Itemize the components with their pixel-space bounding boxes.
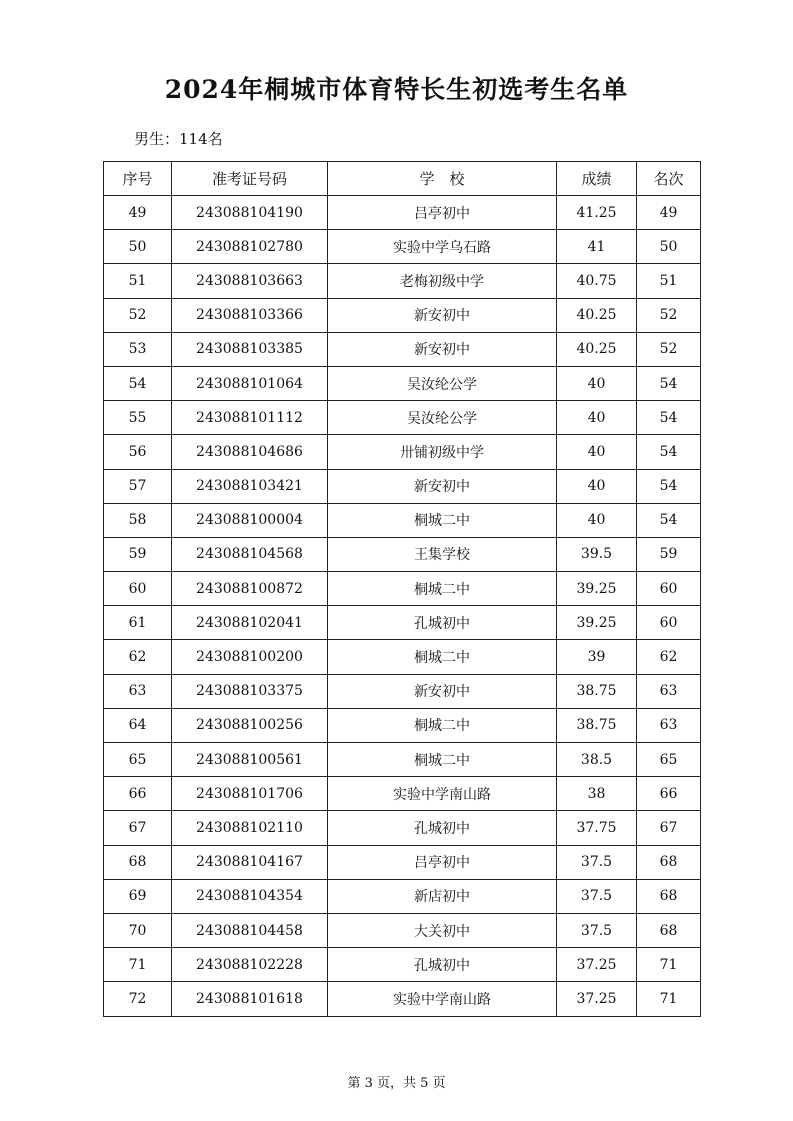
- table-row: [104, 777, 701, 811]
- cell-exam-number: 243088104568: [172, 537, 328, 571]
- cell-serial: 52: [104, 298, 172, 332]
- cell-school: 桐城二中: [328, 503, 557, 537]
- table-row: [104, 366, 701, 400]
- cell-serial: 65: [104, 743, 172, 777]
- cell-school: 新安初中: [328, 332, 557, 366]
- table-row: [104, 640, 701, 674]
- cell-school: 吴汝纶公学: [328, 401, 557, 435]
- cell-exam-number: 243088102041: [172, 606, 328, 640]
- cell-rank: 54: [637, 435, 701, 469]
- cell-rank: 52: [637, 298, 701, 332]
- table-row: [104, 298, 701, 332]
- cell-serial: 51: [104, 264, 172, 298]
- cell-school: 桐城二中: [328, 572, 557, 606]
- cell-school: 吕亭初中: [328, 196, 557, 230]
- table-row: [104, 230, 701, 264]
- table-row: [104, 913, 701, 947]
- cell-serial: 49: [104, 196, 172, 230]
- cell-score: 37.25: [557, 982, 637, 1016]
- cell-school: 老梅初级中学: [328, 264, 557, 298]
- cell-exam-number: 243088103375: [172, 674, 328, 708]
- cell-exam-number: 243088101618: [172, 982, 328, 1016]
- cell-exam-number: 243088100872: [172, 572, 328, 606]
- cell-serial: 57: [104, 469, 172, 503]
- page-title: 2024年桐城市体育特长生初选考生名单: [164, 75, 629, 104]
- header-score: 成绩: [557, 162, 637, 196]
- cell-exam-number: 243088103421: [172, 469, 328, 503]
- cell-score: 40.25: [557, 298, 637, 332]
- cell-score: 37.5: [557, 845, 637, 879]
- cell-exam-number: 243088104458: [172, 913, 328, 947]
- table-row: [104, 572, 701, 606]
- cell-serial: 68: [104, 845, 172, 879]
- cell-serial: 61: [104, 606, 172, 640]
- cell-score: 40.75: [557, 264, 637, 298]
- cell-serial: 58: [104, 503, 172, 537]
- male-count-label: 男生：114名: [134, 130, 223, 148]
- table-row: [104, 674, 701, 708]
- cell-exam-number: 243088103366: [172, 298, 328, 332]
- cell-rank: 60: [637, 572, 701, 606]
- cell-exam-number: 243088100561: [172, 743, 328, 777]
- cell-exam-number: 243088101706: [172, 777, 328, 811]
- cell-school: 新安初中: [328, 469, 557, 503]
- header-exam-number: 准考证号码: [172, 162, 328, 196]
- cell-school: 卅铺初级中学: [328, 435, 557, 469]
- cell-school: 孔城初中: [328, 948, 557, 982]
- cell-school: 实验中学乌石路: [328, 230, 557, 264]
- cell-serial: 62: [104, 640, 172, 674]
- cell-rank: 63: [637, 674, 701, 708]
- table-row: [104, 743, 701, 777]
- cell-exam-number: 243088104354: [172, 879, 328, 913]
- cell-serial: 54: [104, 366, 172, 400]
- cell-rank: 54: [637, 503, 701, 537]
- cell-serial: 60: [104, 572, 172, 606]
- table-row: [104, 264, 701, 298]
- cell-score: 39: [557, 640, 637, 674]
- table-row: [104, 879, 701, 913]
- cell-rank: 51: [637, 264, 701, 298]
- table-row: [104, 469, 701, 503]
- cell-rank: 49: [637, 196, 701, 230]
- cell-score: 40: [557, 503, 637, 537]
- table-body: [104, 196, 701, 1017]
- cell-rank: 68: [637, 879, 701, 913]
- cell-serial: 69: [104, 879, 172, 913]
- cell-exam-number: 243088100200: [172, 640, 328, 674]
- cell-exam-number: 243088101112: [172, 401, 328, 435]
- cell-score: 37.75: [557, 811, 637, 845]
- candidate-table: [103, 161, 701, 1017]
- cell-school: 吴汝纶公学: [328, 366, 557, 400]
- table-row: [104, 401, 701, 435]
- cell-score: 38: [557, 777, 637, 811]
- cell-serial: 56: [104, 435, 172, 469]
- header-serial: 序号: [104, 162, 172, 196]
- table-row: [104, 537, 701, 571]
- cell-school: 桐城二中: [328, 708, 557, 742]
- table-row: [104, 948, 701, 982]
- cell-score: 38.75: [557, 708, 637, 742]
- table-row: [104, 845, 701, 879]
- cell-exam-number: 243088100256: [172, 708, 328, 742]
- cell-rank: 65: [637, 743, 701, 777]
- cell-score: 40: [557, 401, 637, 435]
- cell-serial: 53: [104, 332, 172, 366]
- cell-serial: 59: [104, 537, 172, 571]
- cell-score: 37.5: [557, 879, 637, 913]
- cell-rank: 54: [637, 366, 701, 400]
- cell-score: 40: [557, 366, 637, 400]
- cell-school: 实验中学南山路: [328, 982, 557, 1016]
- cell-serial: 66: [104, 777, 172, 811]
- cell-serial: 72: [104, 982, 172, 1016]
- cell-school: 新安初中: [328, 298, 557, 332]
- cell-school: 吕亭初中: [328, 845, 557, 879]
- cell-score: 37.5: [557, 913, 637, 947]
- cell-school: 新安初中: [328, 674, 557, 708]
- cell-score: 39.25: [557, 606, 637, 640]
- cell-score: 41: [557, 230, 637, 264]
- cell-rank: 71: [637, 948, 701, 982]
- cell-score: 40: [557, 435, 637, 469]
- cell-exam-number: 243088104686: [172, 435, 328, 469]
- cell-score: 40: [557, 469, 637, 503]
- cell-school: 新店初中: [328, 879, 557, 913]
- cell-score: 38.75: [557, 674, 637, 708]
- cell-serial: 64: [104, 708, 172, 742]
- table-row: [104, 811, 701, 845]
- table-row: [104, 332, 701, 366]
- cell-school: 孔城初中: [328, 811, 557, 845]
- cell-rank: 68: [637, 913, 701, 947]
- cell-exam-number: 243088104167: [172, 845, 328, 879]
- table-row: [104, 196, 701, 230]
- cell-score: 38.5: [557, 743, 637, 777]
- cell-serial: 55: [104, 401, 172, 435]
- table-row: [104, 606, 701, 640]
- table-row: [104, 982, 701, 1016]
- cell-rank: 68: [637, 845, 701, 879]
- cell-rank: 67: [637, 811, 701, 845]
- cell-serial: 50: [104, 230, 172, 264]
- header-school: 学 校: [328, 162, 557, 196]
- cell-exam-number: 243088104190: [172, 196, 328, 230]
- cell-rank: 60: [637, 606, 701, 640]
- cell-serial: 63: [104, 674, 172, 708]
- cell-school: 桐城二中: [328, 640, 557, 674]
- cell-serial: 70: [104, 913, 172, 947]
- table-row: [104, 435, 701, 469]
- cell-school: 孔城初中: [328, 606, 557, 640]
- cell-score: 41.25: [557, 196, 637, 230]
- table-row: [104, 503, 701, 537]
- table-row: [104, 708, 701, 742]
- cell-rank: 63: [637, 708, 701, 742]
- cell-rank: 50: [637, 230, 701, 264]
- cell-school: 王集学校: [328, 537, 557, 571]
- table-header-row: [104, 162, 701, 196]
- cell-rank: 54: [637, 469, 701, 503]
- cell-exam-number: 243088103385: [172, 332, 328, 366]
- cell-score: 39.25: [557, 572, 637, 606]
- page-footer: 第 3 页，共 5 页: [347, 1076, 446, 1091]
- cell-exam-number: 243088102110: [172, 811, 328, 845]
- cell-score: 39.5: [557, 537, 637, 571]
- cell-rank: 62: [637, 640, 701, 674]
- cell-exam-number: 243088102780: [172, 230, 328, 264]
- cell-exam-number: 243088100004: [172, 503, 328, 537]
- cell-school: 实验中学南山路: [328, 777, 557, 811]
- cell-rank: 59: [637, 537, 701, 571]
- cell-exam-number: 243088101064: [172, 366, 328, 400]
- cell-serial: 71: [104, 948, 172, 982]
- cell-school: 大关初中: [328, 913, 557, 947]
- cell-school: 桐城二中: [328, 743, 557, 777]
- cell-score: 40.25: [557, 332, 637, 366]
- cell-score: 37.25: [557, 948, 637, 982]
- cell-exam-number: 243088103663: [172, 264, 328, 298]
- cell-rank: 66: [637, 777, 701, 811]
- cell-rank: 54: [637, 401, 701, 435]
- cell-rank: 71: [637, 982, 701, 1016]
- cell-rank: 52: [637, 332, 701, 366]
- cell-serial: 67: [104, 811, 172, 845]
- header-rank: 名次: [637, 162, 701, 196]
- cell-exam-number: 243088102228: [172, 948, 328, 982]
